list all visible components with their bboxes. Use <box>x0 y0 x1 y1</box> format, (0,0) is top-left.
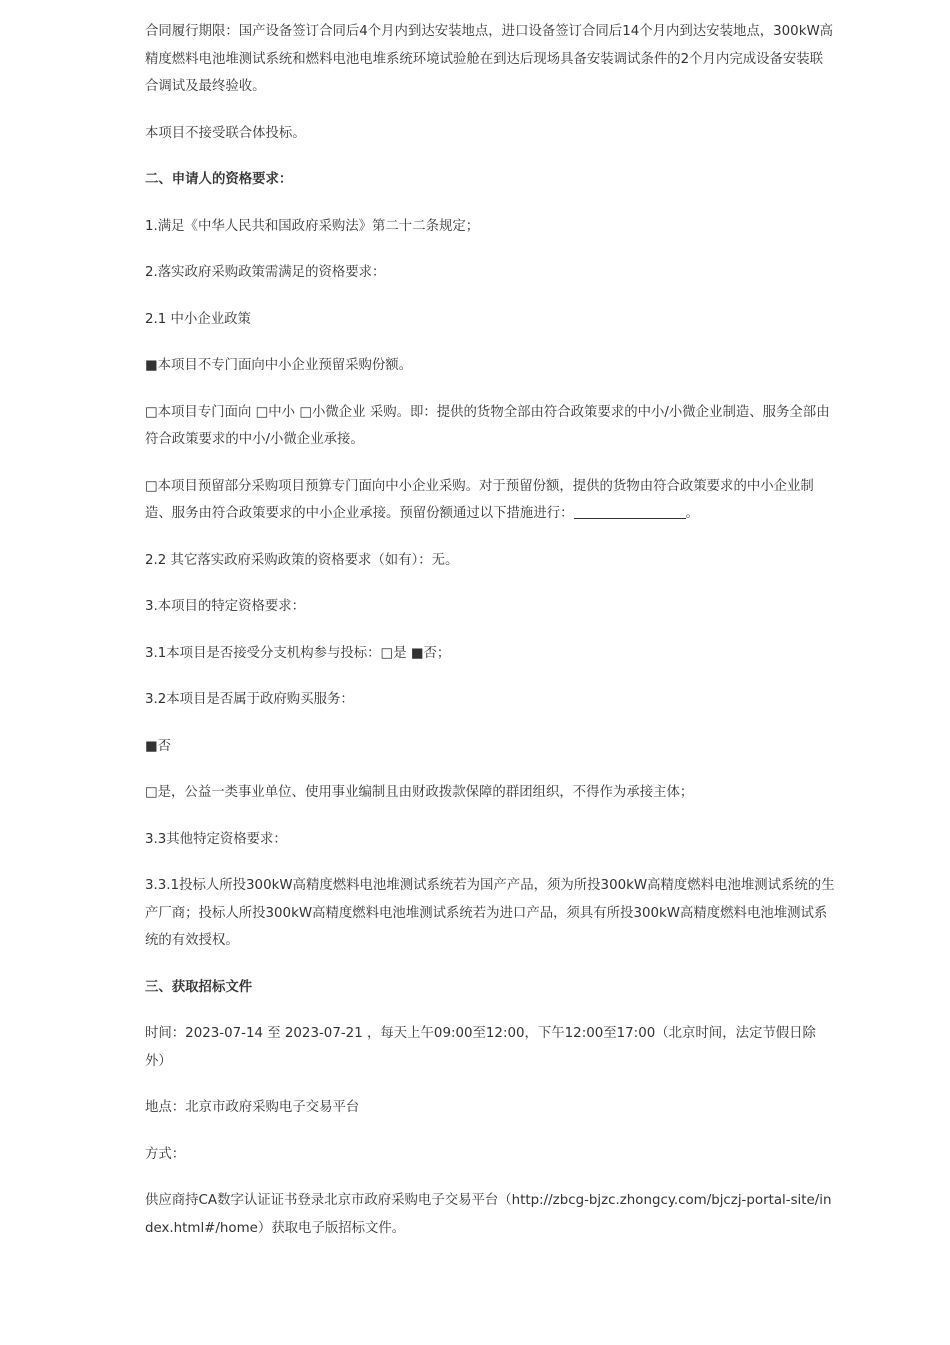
sme-option-not-reserved: ■本项目不专门面向中小企业预留采购份额。 <box>145 358 413 373</box>
document-body <box>145 18 835 1261</box>
section-heading-obtain-documents: 三、获取招标文件 <box>145 979 253 995</box>
sme-policy-heading: 2.1 中小企业政策 <box>145 311 251 327</box>
sme-option-partial-text: □本项目预留部分采购项目预算专门面向中小企业采购。对于预留份额，提供的货物由符合政策要求的中小企业制造、服务由符合政策要求的中小企业承接。预留份额通过以下措施进行： <box>145 478 814 521</box>
qualification-item-1: 1.满足《中华人民共和国政府采购法》第二十二条规定； <box>145 218 480 234</box>
fill-blank-line <box>574 504 686 519</box>
obtain-method-text: 供应商持CA数字认证证书登录北京市政府采购电子交易平台（http://zbcg-bjzc.zhongcy.com/bjczj-portal-site/index.html#/home）获取电子版招标文件。 <box>145 1193 832 1236</box>
branch-participation-text: 3.1本项目是否接受分支机构参与投标：□是 ■否； <box>145 645 451 661</box>
government-service-yes: □是，公益一类事业单位、使用事业编制且由财政拨款保障的群团组织，不得作为承接主体； <box>145 785 694 800</box>
sme-option-dedicated: □本项目专门面向 □中小 □小微企业 采购。即：提供的货物全部由符合政策要求的中小/小微企业制造、服务全部由符合政策要求的中小/小微企业承接。 <box>145 404 830 447</box>
section-heading-qualification: 二、申请人的资格要求： <box>145 172 293 187</box>
government-service-no: ■否 <box>145 738 172 754</box>
sme-option-partial-end: 。 <box>685 506 699 521</box>
no-consortium-text: 本项目不接受联合体投标。 <box>145 125 306 141</box>
other-specific-heading: 3.3其他特定资格要求： <box>145 831 287 847</box>
contract-period-text: 合同履行期限：国产设备签订合同后4个月内到达安装地点，进口设备签订合同后14个月内到达安装地点，300kW高精度燃料电池堆测试系统和燃料电池电堆系统环境试验舱在到达后现场具备安装调试条件的2个月内完成设备安装联合调试及最终验收。 <box>145 24 834 94</box>
sme-option-partial <box>145 473 835 528</box>
obtain-location-text: 地点：北京市政府采购电子交易平台 <box>145 1100 360 1115</box>
obtain-method-label: 方式： <box>145 1146 186 1162</box>
qualification-item-2: 2.落实政府采购政策需满足的资格要求： <box>145 265 386 280</box>
other-policy-requirement: 2.2 其它落实政府采购政策的资格要求（如有）：无。 <box>145 552 459 568</box>
obtain-time-text: 时间：2023-07-14 至 2023-07-21 ，每天上午09:00至12:00，下午12:00至17:00（北京时间，法定节假日除外） <box>145 1026 816 1069</box>
government-service-question: 3.2本项目是否属于政府购买服务： <box>145 692 354 707</box>
other-specific-item-1: 3.3.1投标人所投300kW高精度燃料电池堆测试系统若为国产产品，须为所投300kW高精度燃料电池堆测试系统的生产厂商；投标人所投300kW高精度燃料电池堆测试系统若为进口产品，须具有所投300kW高精度燃料电池堆测试系统的有效授权。 <box>145 878 835 948</box>
specific-qualification-heading: 3.本项目的特定资格要求： <box>145 599 306 614</box>
